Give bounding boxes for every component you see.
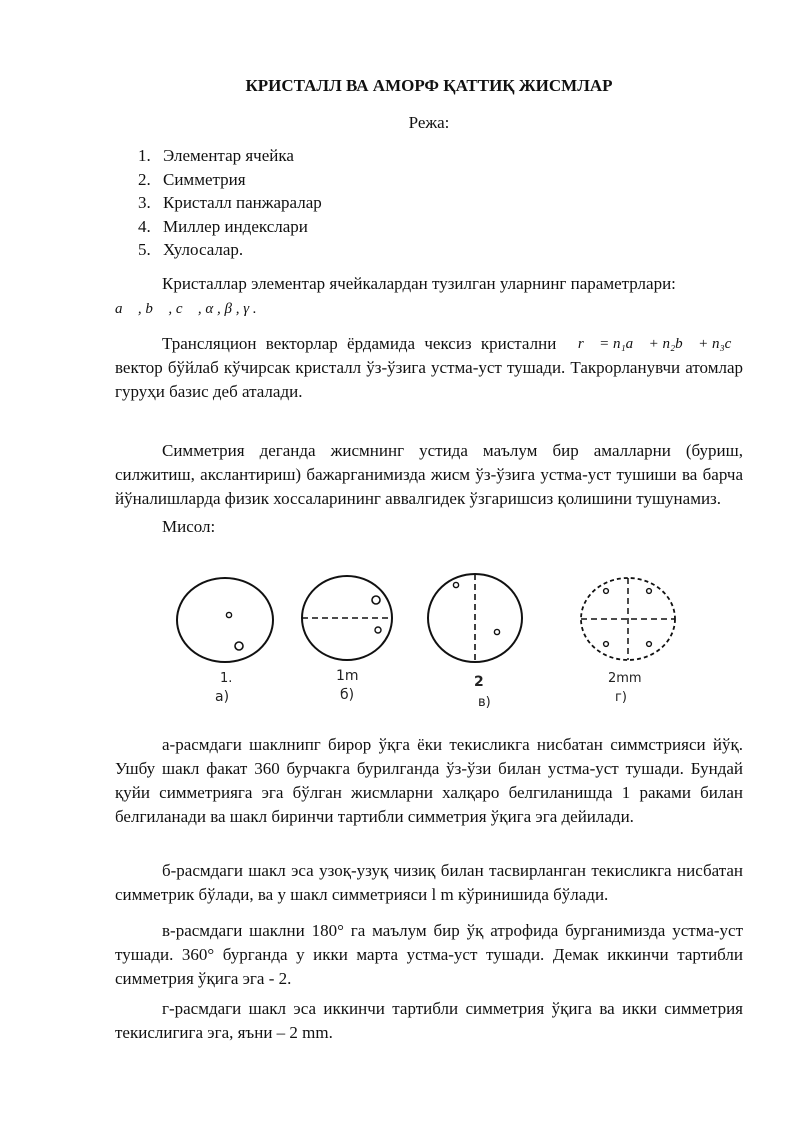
paragraph-figure-c: в-расмдаги шаклни 180° га маълум бир ўқ атрофида бурганимизда устма-уст тушади. 360° бурганда у икки марта устма-уст тушади. Демак иккинчи тартибли симметрия ўқига эга - 2. <box>115 921 743 988</box>
translation-formula: r⃗ = n₁a⃗ + n₂b⃗ + n₃c⃗ <box>577 336 743 352</box>
paragraph-example-heading: Мисол: <box>162 517 216 536</box>
figure-b <box>302 576 392 703</box>
figure-d <box>581 578 675 705</box>
plan-item-number: 2. <box>138 169 151 189</box>
plan-item-text: Симметрия <box>163 169 246 189</box>
paragraph-figure-a: а-расмдаги шаклнипг бирор ўқга ёки текисликга нисбатан симмстрияси йўқ. Ушбу шакл факат 360 бурчакга бурилганда ўз-ўзи билан устма-уст тушади. Бундай қуйи симметрияга эга бўлган жисмларни халқаро белгиланишда 1 раками билан белгиланади ва шакл биринчи тартибли симметрия ўқига эга дейилади. <box>115 735 743 826</box>
paragraph-text: Кристаллар элементар ячейкалардан тузилган уларнинг параметрлари: <box>162 274 676 293</box>
plan-item-text: Элементар ячейка <box>163 146 294 165</box>
figure-symbol-label: 2 <box>474 674 484 690</box>
plan-item-number: 4. <box>138 216 151 236</box>
plan-list <box>138 144 322 262</box>
figure-symbol-label: 1m <box>336 668 359 684</box>
plan-item-number: 3. <box>138 193 151 212</box>
paragraph-symmetry-definition: Симметрия деганда жисмнинг устида маълум бир амалларни (буриш, силжитиш, акслантириш) бажарганимизда жисм ўз-ўзига устма-уст тушиши ва барча йўналишларда физик хоссаларининг аввалгидек ўзгаришсиз қолишини тушунамиз. <box>115 441 743 508</box>
plan-item-text: Миллер индекслари <box>163 216 308 236</box>
plan-item-text: Хулосалар. <box>163 240 244 259</box>
plan-item <box>138 168 322 192</box>
figure-symbol-label: 2mm <box>608 671 642 686</box>
figure-letter-label: в) <box>478 695 491 710</box>
plan-item <box>138 215 322 239</box>
figure-letter-label: б) <box>340 687 355 703</box>
figure-letter-label: а) <box>215 689 230 705</box>
paragraph-text: Трансляцион векторлар ёрдамида чексиз кристални <box>162 334 557 353</box>
paragraph-translation <box>115 332 743 404</box>
plan-item-text: Кристалл панжаралар <box>163 193 322 212</box>
plan-item <box>138 191 322 215</box>
figure-a <box>177 578 273 705</box>
paragraph-cell-params <box>115 272 743 321</box>
plan-item-number: 5. <box>138 240 151 259</box>
symmetry-figure <box>160 570 700 720</box>
page-title: КРИСТАЛЛ ВА АМОРФ ҚАТТИҚ ЖИСМЛАР <box>245 76 613 95</box>
paragraph-figure-b: б-расмдаги шакл эса узоқ-узуқ чизиқ билан тасвирланган текисликга нисбатан симметрик бўлади, ва у шакл симметрияси l m кўринишида бўлади. <box>115 861 743 904</box>
figure-c <box>428 574 522 710</box>
plan-heading: Режа: <box>408 113 450 132</box>
paragraph-figure-d: г-расмдаги шакл эса иккинчи тартибли симметрия ўқига ва икки симметрия текислигига эга, яъни – 2 mm. <box>115 999 743 1042</box>
lattice-parameters: a⃗ , b⃗ , c⃗ , α , β , γ . <box>115 301 257 317</box>
paragraph-text: вектор бўйлаб кўчирсак кристалл ўз-ўзига устма-уст тушади. Такрорланувчи атомлар гуруҳи базис деб аталади. <box>115 358 743 401</box>
plan-item-number: 1. <box>138 146 151 165</box>
plan-item <box>138 144 322 168</box>
figure-symbol-label: 1. <box>220 671 233 686</box>
plan-item <box>138 238 322 262</box>
figure-letter-label: г) <box>615 690 627 705</box>
